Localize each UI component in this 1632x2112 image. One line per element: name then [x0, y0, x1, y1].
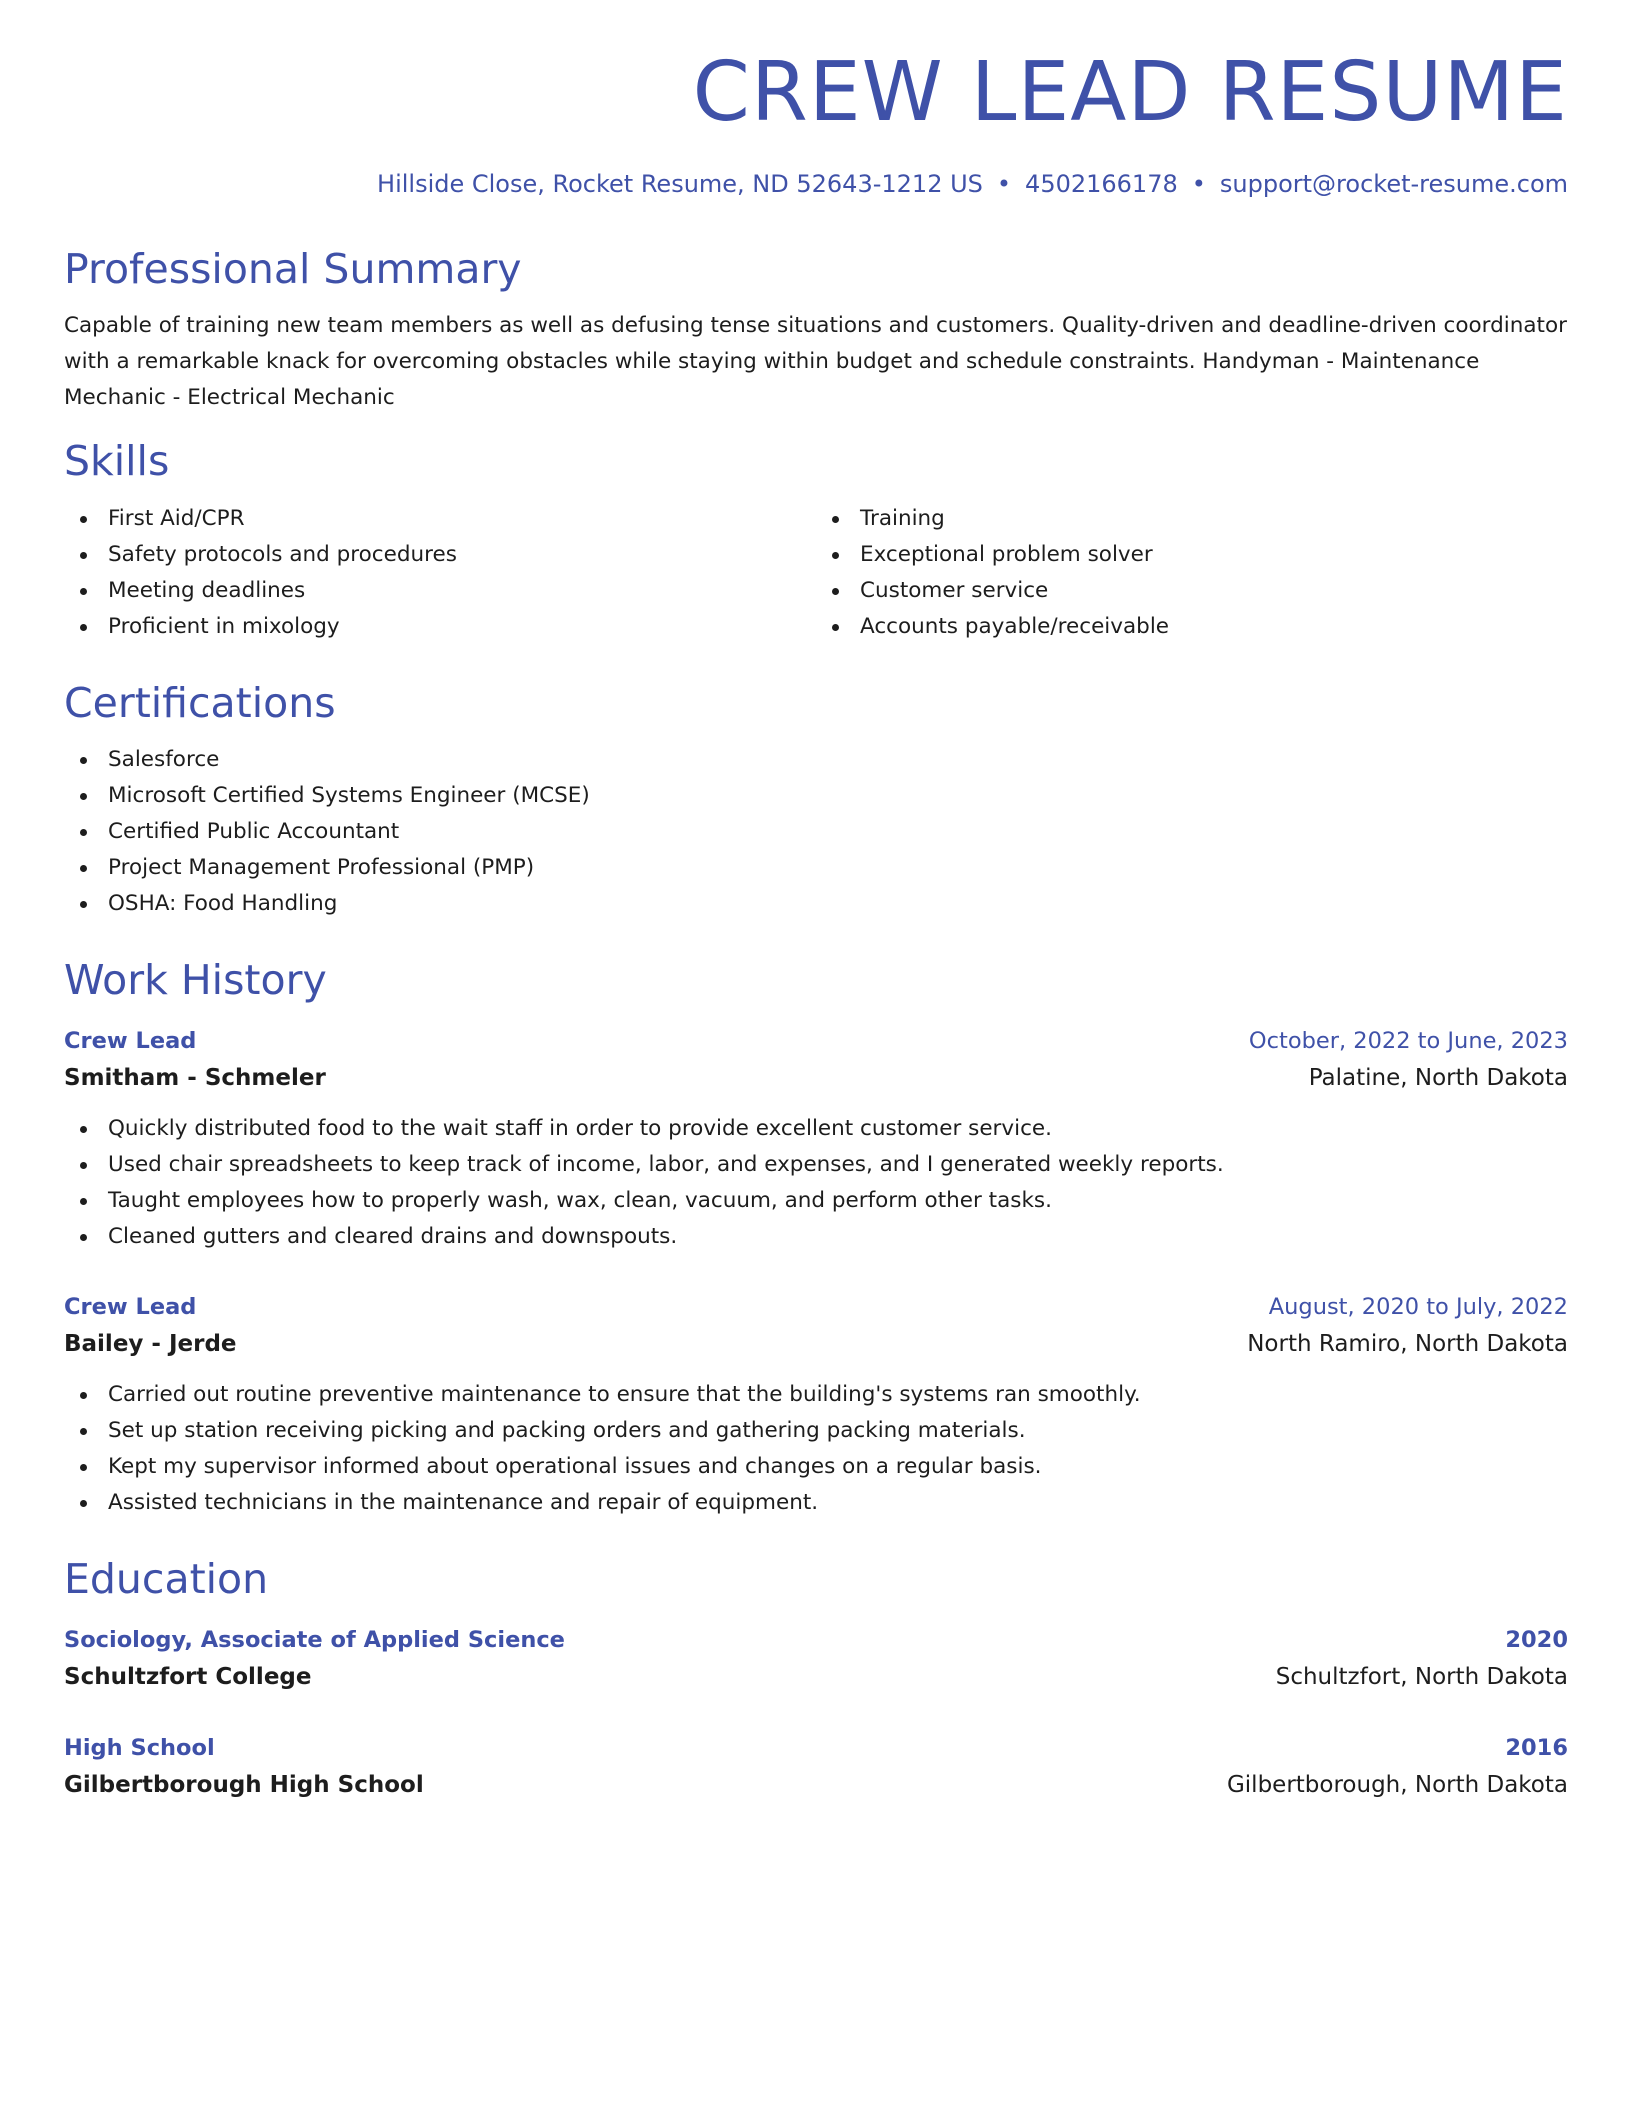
bullet-dot [80, 865, 87, 872]
certification-item [64, 778, 1568, 814]
bullet-dot [80, 829, 87, 836]
job-duty [64, 1449, 1568, 1485]
job-entry [64, 1289, 1568, 1521]
contact-separator: • [996, 170, 1012, 198]
skill-item [64, 609, 816, 645]
job-duty [64, 1183, 1568, 1219]
job-duty-text: Taught employees how to properly wash, wax, clean, vacuum, and perform other tasks. [108, 1188, 1052, 1214]
contact-phone: 4502166178 [1025, 170, 1178, 198]
bullet-dot [832, 552, 839, 559]
summary-heading: Professional Summary [64, 244, 522, 293]
job-duty [64, 1413, 1568, 1449]
job-duties-list [64, 1377, 1568, 1521]
job-duty [64, 1147, 1568, 1183]
job-role: Crew Lead [64, 1028, 197, 1055]
job-company-row [64, 1325, 1568, 1363]
contact-separator: • [1191, 170, 1206, 198]
skill-label: First Aid/CPR [108, 505, 245, 531]
job-dates: October, 2022 to June, 2023 [1248, 1028, 1568, 1055]
bullet-dot [80, 1464, 87, 1471]
resume-title: CREW LEAD RESUME [692, 45, 1568, 140]
contact-address: Hillside Close, Rocket Resume, ND 52643-1212 US [377, 170, 983, 198]
education-location: Schultzfort, North Dakota [1275, 1664, 1568, 1691]
job-role: Crew Lead [64, 1294, 197, 1321]
skills-column-right [816, 487, 1568, 645]
skill-label: Accounts payable/receivable [860, 613, 1170, 639]
job-duty-text: Cleaned gutters and cleared drains and downspouts. [108, 1224, 678, 1250]
bullet-dot [80, 1162, 87, 1169]
skill-item [816, 501, 1568, 537]
education-school-row [64, 1766, 1568, 1804]
bullet-dot [80, 624, 87, 631]
education-school-row [64, 1658, 1568, 1696]
education-degree-row [64, 1730, 1568, 1766]
contact-email: support@rocket-resume.com [1219, 170, 1568, 198]
education-school: Schultzfort College [64, 1664, 312, 1691]
job-duty-text: Kept my supervisor informed about operational issues and changes on a regular basis. [108, 1454, 1042, 1480]
job-location: Palatine, North Dakota [1308, 1065, 1568, 1092]
certification-label: OSHA: Food Handling [108, 890, 338, 916]
education-degree-row [64, 1622, 1568, 1658]
certification-label: Project Management Professional (PMP) [108, 854, 535, 880]
skills-heading: Skills [64, 437, 170, 486]
skill-label: Meeting deadlines [108, 577, 306, 603]
job-company-row [64, 1059, 1568, 1097]
certifications-section [64, 679, 1568, 922]
summary-section [64, 245, 1568, 416]
job-duties-list [64, 1111, 1568, 1255]
education-section [64, 1555, 1568, 1804]
certification-label: Certified Public Accountant [108, 818, 400, 844]
skill-item [816, 609, 1568, 645]
certification-item [64, 742, 1568, 778]
bullet-dot [832, 624, 839, 631]
education-degree: High School [64, 1735, 215, 1762]
contact-line [64, 170, 1568, 199]
job-company: Bailey - Jerde [64, 1331, 237, 1358]
skill-label: Training [860, 505, 945, 531]
bullet-dot [80, 1428, 87, 1435]
summary-text: Capable of training new team members as well as defusing tense situations and customers. Quality-driven and deadline-driven coordinator with a remarkable knack for overcoming obstacles while staying within budget and schedule constraints. Handyman - Maintenance Mechanic - Electrical Mechanic [64, 312, 1567, 410]
skills-section [64, 437, 1568, 644]
bullet-dot [80, 1392, 87, 1399]
job-duty-text: Carried out routine preventive maintenance to ensure that the building's systems ran smoothly. [108, 1382, 1141, 1408]
skill-label: Safety protocols and procedures [108, 541, 457, 567]
skill-item [64, 537, 816, 573]
skill-label: Customer service [860, 577, 1049, 603]
education-year: 2016 [1505, 1735, 1568, 1762]
bullet-dot [80, 1500, 87, 1507]
job-duty-text: Used chair spreadsheets to keep track of income, labor, and expenses, and I generated weekly reports. [108, 1152, 1224, 1178]
skill-label: Exceptional problem solver [860, 541, 1153, 567]
work-history-heading: Work History [64, 955, 327, 1004]
bullet-dot [80, 516, 87, 523]
education-entry [64, 1730, 1568, 1804]
skill-item [816, 537, 1568, 573]
resume-header [64, 0, 1568, 199]
skill-item [64, 573, 816, 609]
certification-item [64, 814, 1568, 850]
job-duty-text: Set up station receiving picking and packing orders and gathering packing materials. [108, 1418, 1026, 1444]
job-duty-text: Assisted technicians in the maintenance and repair of equipment. [108, 1490, 819, 1516]
certification-item [64, 886, 1568, 922]
bullet-dot [80, 793, 87, 800]
certification-item [64, 850, 1568, 886]
certifications-heading: Certifications [64, 678, 336, 727]
bullet-dot [832, 516, 839, 523]
certification-label: Microsoft Certified Systems Engineer (MCSE) [108, 782, 590, 808]
bullet-dot [832, 588, 839, 595]
education-location: Gilbertborough, North Dakota [1226, 1772, 1568, 1799]
certification-label: Salesforce [108, 746, 220, 772]
skills-column-left [64, 487, 816, 645]
education-school: Gilbertborough High School [64, 1772, 424, 1799]
job-company: Smitham - Schmeler [64, 1065, 326, 1092]
job-title-row [64, 1289, 1568, 1325]
job-location: North Ramiro, North Dakota [1247, 1331, 1568, 1358]
job-duty [64, 1111, 1568, 1147]
job-entry [64, 1023, 1568, 1255]
education-heading: Education [64, 1555, 269, 1604]
job-duty [64, 1485, 1568, 1521]
education-entry [64, 1622, 1568, 1696]
job-title-row [64, 1023, 1568, 1059]
skills-list-right [816, 501, 1568, 645]
job-duty [64, 1219, 1568, 1255]
bullet-dot [80, 1126, 87, 1133]
skill-item [64, 501, 816, 537]
work-history-section [64, 956, 1568, 1521]
certifications-list [64, 742, 1568, 922]
bullet-dot [80, 552, 87, 559]
skill-label: Proficient in mixology [108, 613, 340, 639]
bullet-dot [80, 588, 87, 595]
education-year: 2020 [1505, 1627, 1568, 1654]
job-duty-text: Quickly distributed food to the wait staff in order to provide excellent customer service. [108, 1116, 1052, 1142]
job-duty [64, 1377, 1568, 1413]
bullet-dot [80, 1234, 87, 1241]
bullet-dot [80, 757, 87, 764]
skills-columns [64, 487, 1568, 645]
bullet-dot [80, 901, 87, 908]
bullet-dot [80, 1198, 87, 1205]
education-degree: Sociology, Associate of Applied Science [64, 1627, 565, 1654]
skills-list-left [64, 501, 816, 645]
job-dates: August, 2020 to July, 2022 [1268, 1294, 1568, 1321]
skill-item [816, 573, 1568, 609]
